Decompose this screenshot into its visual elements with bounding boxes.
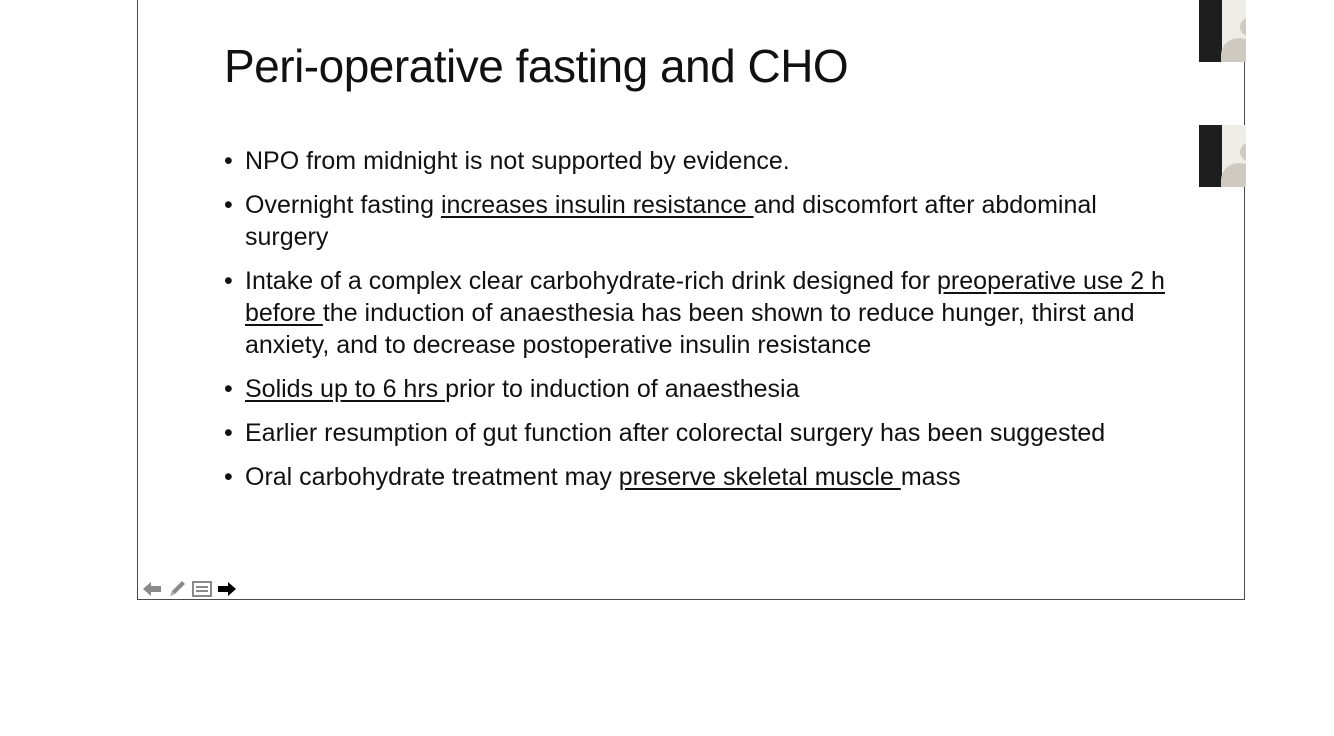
- bullet-list: [224, 145, 1184, 505]
- bullet-text-underlined: preserve skeletal muscle: [618, 463, 901, 491]
- slide: [137, 0, 1245, 600]
- bullet-text-underlined: Solids up to 6 hrs: [245, 375, 446, 403]
- next-slide-button[interactable]: [216, 579, 237, 599]
- bullet-text: NPO from midnight is not supported by evidence.: [245, 147, 790, 175]
- bullet-text: mass: [900, 463, 961, 491]
- bullet-item: [224, 265, 1184, 361]
- participant-video-thumbnail[interactable]: [1199, 0, 1246, 62]
- arrow-left-icon: [142, 581, 162, 597]
- bullet-item: [224, 145, 1184, 177]
- thumbnail-dark-bar: [1199, 125, 1222, 187]
- bullet-item: [224, 417, 1184, 449]
- bullet-item: [224, 189, 1184, 253]
- slide-menu-button[interactable]: [191, 579, 212, 599]
- bullet-item: [224, 373, 1184, 405]
- pen-tool-button[interactable]: [166, 579, 187, 599]
- bullet-item: [224, 461, 1184, 493]
- bullet-text: Intake of a complex clear carbohydrate-rich drink designed for: [245, 267, 938, 295]
- bullet-text: and discomfort after abdominal surgery: [245, 191, 1097, 251]
- bullet-text-underlined: increases insulin resistance: [440, 191, 754, 219]
- bullet-text-underlined: preoperative use 2 h before: [245, 267, 1165, 327]
- bullet-text: Oral carbohydrate treatment may: [245, 463, 619, 491]
- bullet-text: Overnight fasting: [245, 191, 441, 219]
- slide-title: Peri-operative fasting and CHO: [224, 40, 849, 92]
- bullet-text: prior to induction of anaesthesia: [445, 375, 800, 403]
- slideshow-toolbar: [141, 578, 237, 600]
- thumbnail-dark-bar: [1199, 0, 1222, 62]
- previous-slide-button[interactable]: [141, 579, 162, 599]
- participant-video-thumbnail[interactable]: [1199, 125, 1246, 187]
- menu-icon: [192, 581, 212, 597]
- arrow-right-icon: [217, 581, 237, 597]
- bullet-text: Earlier resumption of gut function after colorectal surgery has been suggested: [245, 419, 1106, 447]
- bullet-text: the induction of anaesthesia has been shown to reduce hunger, thirst and anxiety, and to decrease postoperative insulin resistance: [245, 299, 1135, 359]
- pen-icon: [167, 579, 187, 599]
